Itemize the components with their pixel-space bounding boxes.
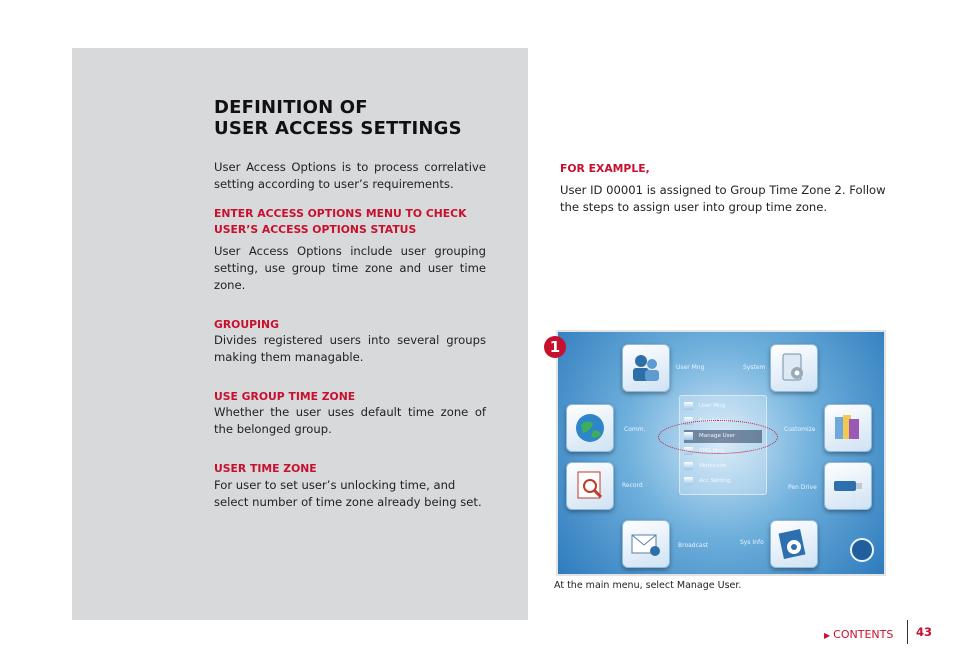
- broadcast-icon: [622, 520, 670, 568]
- user-mng-icon: [622, 344, 670, 392]
- screenshot-caption: At the main menu, select Manage User.: [554, 580, 742, 591]
- submenu-item-label: Workcode: [699, 463, 727, 469]
- label-user-mng: User Mng: [676, 364, 705, 371]
- highlight-ring: [658, 420, 778, 454]
- pen-drive-icon: [824, 462, 872, 510]
- submenu-item: [684, 400, 762, 413]
- group-tz-text: Whether the user uses default time zone of the belonged group.: [214, 405, 486, 436]
- back-icon: [850, 538, 874, 562]
- submenu-item-label: Manage User: [699, 433, 736, 439]
- enter-heading-line-1: ENTER ACCESS OPTIONS MENU TO CHECK: [214, 207, 467, 220]
- label-record: Record: [622, 482, 643, 489]
- submenu-item: [684, 475, 762, 488]
- submenu-item-label: User Mng: [699, 403, 726, 409]
- group-tz-heading: USE GROUP TIME ZONE: [214, 390, 356, 403]
- label-system: System: [743, 364, 766, 371]
- page-title: [214, 97, 514, 139]
- label-broadcast: Broadcast: [678, 542, 709, 549]
- comm-icon: [566, 404, 614, 452]
- sys-info-icon: [770, 520, 818, 568]
- submenu-item-label: Enroll User: [699, 418, 729, 424]
- user-tz-heading: USER TIME ZONE: [214, 462, 317, 475]
- enter-heading-line-2: USER’S ACCESS OPTIONS STATUS: [214, 223, 417, 236]
- user-tz-text: For user to set user’s unlocking time, and select number of time zone already being set.: [214, 478, 482, 509]
- record-icon: [566, 462, 614, 510]
- example-text: User ID 00001 is assigned to Group Time Zone 2. Follow the steps to assign user into group time zone.: [560, 183, 886, 214]
- example-heading: FOR EXAMPLE,: [560, 162, 650, 175]
- submenu-item: [684, 460, 762, 473]
- contents-label: CONTENTS: [833, 628, 894, 641]
- title-line-1: DEFINITION OF: [214, 97, 368, 118]
- triangle-right-icon: ▶: [824, 631, 831, 640]
- page-number: 43: [916, 625, 933, 639]
- footer-divider: [907, 620, 908, 644]
- submenu-item-label: Acc Setting: [699, 478, 731, 484]
- step-badge: 1: [544, 336, 566, 358]
- submenu-item-label: SMS Mng: [699, 448, 725, 454]
- grouping-heading: GROUPING: [214, 318, 279, 331]
- intro-text: User Access Options is to process correlative setting according to user’s requirements.: [214, 160, 486, 191]
- label-sys-info: Sys Info: [740, 539, 764, 546]
- enter-text: User Access Options include user grouping setting, use group time zone and user time zone.: [214, 244, 486, 292]
- label-pen-drive: Pen Drive: [788, 484, 817, 491]
- label-comm: Comm.: [624, 426, 646, 433]
- contents-link[interactable]: [824, 628, 893, 641]
- system-icon: [770, 344, 818, 392]
- title-line-2: USER ACCESS SETTINGS: [214, 118, 462, 139]
- device-screenshot: [556, 330, 886, 576]
- label-customize: Customize: [784, 426, 816, 433]
- customize-icon: [824, 404, 872, 452]
- enter-heading: [214, 206, 486, 238]
- grouping-text: Divides registered users into several groups making them managable.: [214, 333, 486, 364]
